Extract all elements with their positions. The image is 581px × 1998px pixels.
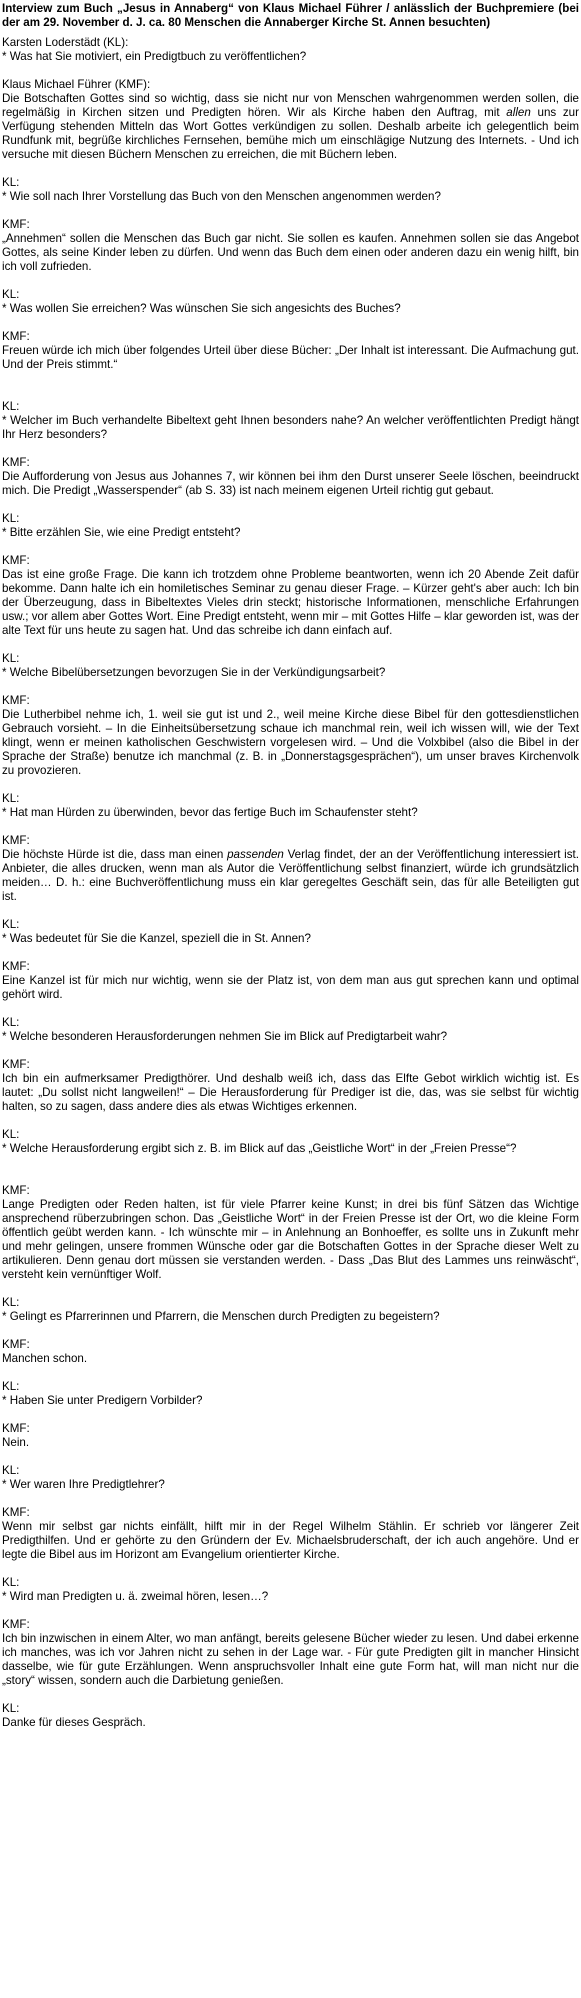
speaker-label: KL:: [2, 288, 20, 301]
interview-block: [2, 1380, 579, 1408]
answer-text-part: uns zur Verfügung stehenden Mitteln das Wort Gottes verkündigen zu sollen. Deshalb arbeite ich gelegentlich beim Rundfunk mit, begrüße kirchliches Fernsehen, bemühe mich um einschlägige Nutzung des Internets. - Und ich versuche mit diesen Büchern Menschen zu erreichen, die mit Büchern leben.: [2, 106, 579, 161]
speaker-label: KMF:: [2, 218, 30, 231]
answer-text: Das ist eine große Frage. Die kann ich trotzdem ohne Probleme beantworten, wenn ich 20 Abende Zeit dafür bekomme. Dann halte ich ein homiletisches Seminar zu genau dieser Frage. – Kürzer geht's aber auch: Ich bin der Überzeugung, dass in Bibeltextes Vieles drin steckt; historische Informationen, menschliche Erfahrungen usw.; vor allem aber Gottes Wort. Eine Predigt entsteht, wenn mir – mit Gottes Hilfe – klar geworden ist, was der alte Text für uns heute zu sagen hat. Und das schreibe ich dann einfach auf.: [2, 568, 579, 637]
speaker-label: KMF:: [2, 694, 30, 707]
question-text: * Welche Herausforderung ergibt sich z. B. im Blick auf das „Geistliche Wort“ in der „Freien Presse“?: [2, 1142, 517, 1155]
speaker-label: KL:: [2, 1380, 20, 1393]
interview-block: [2, 1184, 579, 1282]
speaker-label: KL:: [2, 1464, 20, 1477]
speaker-label: KL:: [2, 400, 20, 413]
answer-text-part: Die Botschaften Gottes sind so wichtig, dass sie nicht nur von Menschen wahrgenommen werden sollen, die regelmäßig in Kirchen sitzen und Predigten hören. Wir als Kirche haben den Auftrag, mit: [2, 92, 579, 119]
speaker-label: KL:: [2, 176, 20, 189]
question-text: * Welche Bibelübersetzungen bevorzugen Sie in der Verkündigungsarbeit?: [2, 666, 386, 679]
answer-text: Die Lutherbibel nehme ich, 1. weil sie gut ist und 2., weil meine Kirche diese Bibel für den gottesdienstlichen Gebrauch vorsieht. – In die Einheitsübersetzung schaue ich manchmal rein, weil ich wissen will, wie der Text klingt, wenn er meinen katholischen Geschwistern vorgelesen wird. – Und die Volxbibel (also die Bibel in der Sprache der Straße) benutze ich manchmal (z. B. in „Donnerstagsgesprächen“), um unser braves Kirchenvolk zu provozieren.: [2, 708, 579, 777]
answer-text: [2, 92, 579, 162]
question-text: * Bitte erzählen Sie, wie eine Predigt entsteht?: [2, 526, 241, 539]
document-title: Interview zum Buch „Jesus in Annaberg“ von Klaus Michael Führer / anlässlich der Buchpremiere (bei der am 29. November d. J. ca. 80 Menschen die Annaberger Kirche St. Annen besuchten): [2, 2, 579, 29]
interview-block: [2, 1016, 579, 1044]
interview-block: [2, 1576, 579, 1604]
speaker-label: KMF:: [2, 1506, 30, 1519]
interview-block: [2, 1702, 579, 1730]
answer-text: Lange Predigten oder Reden halten, ist für viele Pfarrer keine Kunst; in drei bis fünf Sätzen das Wichtige ansprechend rüberzubringen schon. Das „Geistliche Wort“ in der Freien Presse ist der Ort, wo die kleine Form öffentlich geübt werden kann. - Ich wünschte mir – in Anlehnung an Bonhoeffer, es sollte uns in Zukunft mehr und mehr gelingen, unsere frommen Wünsche oder gar die Botschaften Gottes in der Sprache dieser Welt zu artikulieren. Denn genau dort müssen sie verstanden werden. - Dass „Das Blut des Lammes uns reinwäscht“, versteht kein vernünftiger Wolf.: [2, 1198, 579, 1281]
answer-text: „Annehmen“ sollen die Menschen das Buch gar nicht. Sie sollen es kaufen. Annehmen sollen sie das Angebot Gottes, als seine Kinder leben zu dürfen. Und wenn das Buch dem einen oder anderen dazu ein wenig hilft, bin ich voll zufrieden.: [2, 232, 579, 273]
interview-block: [2, 1296, 579, 1324]
speaker-label: KMF:: [2, 1058, 30, 1071]
answer-text: Freuen würde ich mich über folgendes Urteil über diese Bücher: „Der Inhalt ist interessant. Die Aufmachung gut. Und der Preis stimmt.“: [2, 344, 579, 371]
interview-block: [2, 330, 579, 372]
closing-text: Danke für dieses Gespräch.: [2, 1716, 146, 1729]
answer-text: Ich bin inzwischen in einem Alter, wo man anfängt, bereits gelesene Bücher wieder zu lesen. Und dabei erkenne ich manches, was ich vor Jahren nicht zu sehen in der Lage war. - Für gute Predigten gilt in mancher Hinsicht dasselbe, wie für gute Erzählungen. Wenn anspruchsvoller Inhalt eine gute Form hat, will man nicht nur die „story“ wissen, sondern auch die Darbietung genießen.: [2, 1632, 579, 1687]
speaker-label: KL:: [2, 652, 20, 665]
question-text: * Wie soll nach Ihrer Vorstellung das Buch von den Menschen angenommen werden?: [2, 190, 441, 203]
speaker-label: KMF:: [2, 1184, 30, 1197]
interview-block: [2, 400, 579, 442]
interview-block: [2, 1464, 579, 1492]
question-text: * Wird man Predigten u. ä. zweimal hören, lesen…?: [2, 1590, 269, 1603]
question-text: * Wer waren Ihre Predigtlehrer?: [2, 1478, 165, 1491]
speaker-label: KMF:: [2, 1422, 30, 1435]
interview-block: [2, 176, 579, 204]
speaker-label: KMF:: [2, 834, 30, 847]
question-text: * Gelingt es Pfarrerinnen und Pfarrern, die Menschen durch Predigten zu begeistern?: [2, 1310, 440, 1323]
interview-block: [2, 456, 579, 498]
interview-block: [2, 834, 579, 904]
question-text: * Was bedeutet für Sie die Kanzel, speziell die in St. Annen?: [2, 932, 311, 945]
interview-block: [2, 512, 579, 540]
speaker-label: KMF:: [2, 1618, 30, 1631]
answer-text: Ich bin ein aufmerksamer Predigthörer. Und deshalb weiß ich, dass das Elfte Gebot wirklich wichtig ist. Es lautet: „Du sollst nicht langweilen!“ – Die Herausforderung für Prediger ist die, das, was sie selbst für wichtig halten, so zu sagen, dass andere dies als etwas Wichtiges erkennen.: [2, 1072, 579, 1113]
interview-block: [2, 218, 579, 274]
answer-text-part: Die höchste Hürde ist die, dass man einen: [2, 848, 228, 861]
answer-text: Die Aufforderung von Jesus aus Johannes 7, wir können bei ihm den Durst unserer Seele löschen, beeindruckt mich. Die Predigt „Wasserspender“ (ab S. 33) ist nach meinem eigenen Urteil richtig gut gebaut.: [2, 470, 579, 497]
question-text: * Welcher im Buch verhandelte Bibeltext geht Ihnen besonders nahe? An welcher veröffentlichten Predigt hängt Ihr Herz besonders?: [2, 414, 579, 441]
speaker-label: KMF:: [2, 554, 30, 567]
question-text: * Was wollen Sie erreichen? Was wünschen Sie sich angesichts des Buches?: [2, 302, 401, 315]
speaker-label: KMF:: [2, 456, 30, 469]
answer-text: [2, 848, 579, 904]
answer-text: Manchen schon.: [2, 1352, 88, 1365]
interview-block: [2, 1506, 579, 1562]
interview-block: [2, 792, 579, 820]
interview-block: [2, 694, 579, 778]
interview-block: [2, 1338, 579, 1366]
interview-block: [2, 1618, 579, 1688]
speaker-label: KL:: [2, 1016, 20, 1029]
answer-text: Eine Kanzel ist für mich nur wichtig, wenn sie der Platz ist, von dem man aus gut sprechen kann und optimal gehört wird.: [2, 974, 579, 1001]
speaker-label: KL:: [2, 1296, 20, 1309]
question-text: * Welche besonderen Herausforderungen nehmen Sie im Blick auf Predigtarbeit wahr?: [2, 1030, 448, 1043]
interview-block: [2, 554, 579, 638]
interview-block: [2, 288, 579, 316]
speaker-label: KL:: [2, 1128, 20, 1141]
question-text: * Hat man Hürden zu überwinden, bevor das fertige Buch im Schaufenster steht?: [2, 806, 418, 819]
question-text: * Was hat Sie motiviert, ein Predigtbuch zu veröffentlichen?: [2, 50, 307, 63]
speaker-label: KL:: [2, 918, 20, 931]
interview-block: [2, 36, 579, 64]
interview-block: [2, 652, 579, 680]
speaker-label: KMF:: [2, 330, 30, 343]
speaker-label: KMF:: [2, 1338, 30, 1351]
speaker-label: KL:: [2, 1576, 20, 1589]
emphasis-text: passenden: [227, 848, 284, 861]
answer-text: Wenn mir selbst gar nichts einfällt, hilft mir in der Regel Wilhelm Stählin. Er schrieb vor längerer Zeit Predigthilfen. Und er gehörte zu den Gründern der Ev. Michaelsbruderschaft, der ich auch angehöre. Und er legte die Bibel aus im Horizont am Evangelium orientierter Kirche.: [2, 1520, 579, 1561]
interview-block: [2, 78, 579, 162]
speaker-label: Karsten Loderstädt (KL):: [2, 36, 129, 49]
emphasis-text: allen: [506, 106, 531, 119]
interview-block: [2, 918, 579, 946]
question-text: * Haben Sie unter Predigern Vorbilder?: [2, 1394, 203, 1407]
interview-block: [2, 1128, 579, 1156]
interview-block: [2, 960, 579, 1002]
answer-text-part: Verlag findet, der an der Veröffentlichung interessiert ist. Anbieter, die alles drucken, wenn man als Autor die Veröffentlichung selbst finanziert, würde ich grundsätzlich meiden… D. h.: eine Buchveröffentlichung muss ein klar geregeltes Geschäft sein, das für alle Beteiligten gut ist.: [2, 848, 579, 903]
speaker-label: KL:: [2, 792, 20, 805]
interview-block: [2, 1058, 579, 1114]
speaker-label: KMF:: [2, 960, 30, 973]
speaker-label: KL:: [2, 1702, 20, 1715]
speaker-label: Klaus Michael Führer (KMF):: [2, 78, 151, 91]
interview-block: [2, 1422, 579, 1450]
answer-text: Nein.: [2, 1436, 30, 1449]
speaker-label: KL:: [2, 512, 20, 525]
